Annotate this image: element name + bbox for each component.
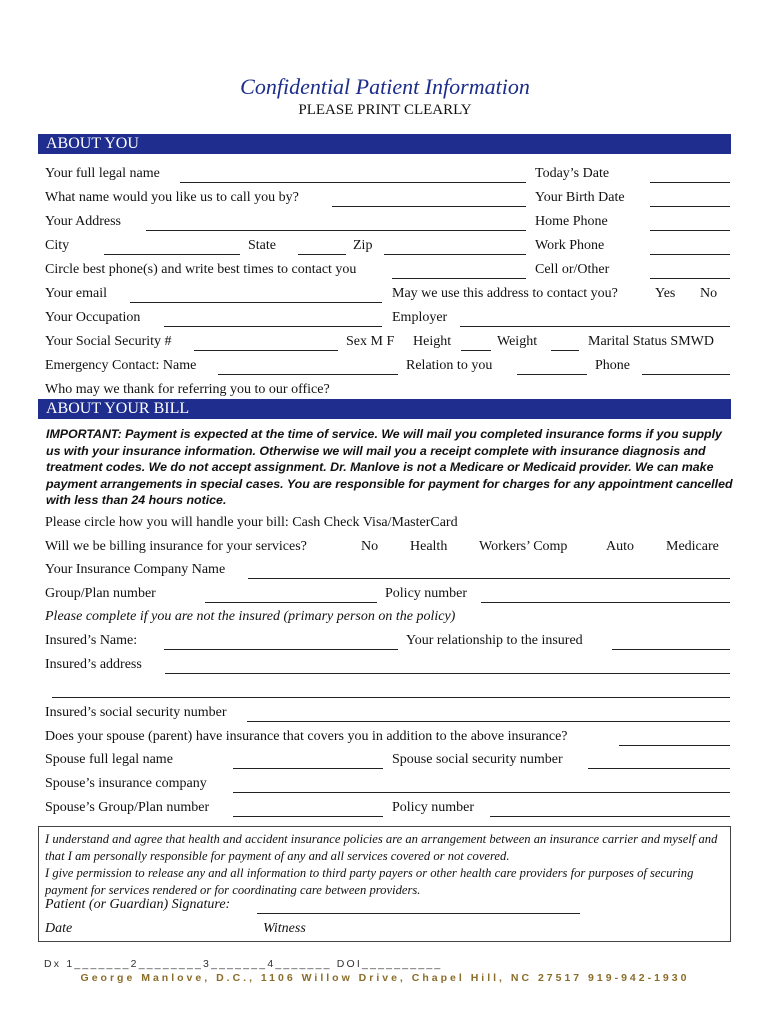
signature-label: Patient (or Guardian) Signature: xyxy=(45,897,231,912)
home-phone-field[interactable] xyxy=(650,230,730,231)
form-title: Confidential Patient Information xyxy=(240,74,530,99)
referral-label: Who may we thank for referring you to our office? xyxy=(45,382,330,397)
city-field[interactable] xyxy=(104,254,240,255)
address-field[interactable] xyxy=(146,230,526,231)
diagnosis-codes-line: Dx 1_______2________3_______4_______ DOI__________ xyxy=(44,958,443,970)
cell-other-label: Cell or/Other xyxy=(535,262,610,277)
insured-name-field[interactable] xyxy=(164,649,398,650)
todays-date-field[interactable] xyxy=(650,182,730,183)
state-label: State xyxy=(248,238,276,253)
relation-field[interactable] xyxy=(517,374,587,375)
zip-field[interactable] xyxy=(384,254,526,255)
best-time-field[interactable] xyxy=(392,278,526,279)
call-name-label: What name would you like us to call you by? xyxy=(45,190,299,205)
weight-field[interactable] xyxy=(551,350,579,351)
email-no-option[interactable]: No xyxy=(700,286,718,301)
email-yes-option[interactable]: Yes xyxy=(655,286,676,301)
payment-method-label[interactable]: Please circle how you will handle your bill: Cash Check Visa/MasterCard xyxy=(45,515,458,530)
insured-relationship-label: Your relationship to the insured xyxy=(406,633,583,648)
insurance-company-label: Your Insurance Company Name xyxy=(45,562,226,577)
email-label: Your email xyxy=(45,286,107,301)
address-label: Your Address xyxy=(45,214,121,229)
witness-label: Witness xyxy=(263,921,306,936)
form-subtitle: PLEASE PRINT CLEARLY xyxy=(298,102,472,118)
insured-address-field[interactable] xyxy=(165,673,730,674)
insured-ssn-field[interactable] xyxy=(247,721,730,722)
emergency-phone-field[interactable] xyxy=(642,374,730,375)
insurance-option-medicare[interactable]: Medicare xyxy=(666,539,719,554)
important-notice: IMPORTANT: Payment is expected at the time of service. We will mail you completed insurance forms if you supply us with your insurance information. Otherwise we will mail you a receipt complete with insurance diagnosis and treatment codes. We do not accept assignment. Dr. Manlove is not a Medicare or Medicaid provider. We can make payment arrangements in special cases. You are responsible for payment for charges for any appointment cancelled with less than 24 hours notice. xyxy=(46,427,733,508)
spouse-insurance-label: Does your spouse (parent) have insurance that covers you in addition to the above insurance? xyxy=(45,729,568,744)
insured-address-field-2[interactable] xyxy=(52,697,730,698)
group-plan-field[interactable] xyxy=(205,602,377,603)
relation-label: Relation to you xyxy=(406,358,493,373)
spouse-ssn-label: Spouse social security number xyxy=(392,752,563,767)
work-phone-label: Work Phone xyxy=(535,238,605,253)
home-phone-label: Home Phone xyxy=(535,214,608,229)
employer-field[interactable] xyxy=(460,326,730,327)
spouse-name-field[interactable] xyxy=(233,768,383,769)
state-field[interactable] xyxy=(298,254,346,255)
ssn-label: Your Social Security # xyxy=(45,334,172,349)
weight-label: Weight xyxy=(497,334,538,349)
work-phone-field[interactable] xyxy=(650,254,730,255)
employer-label: Employer xyxy=(392,310,448,325)
policy-number-label: Policy number xyxy=(385,586,468,601)
city-label: City xyxy=(45,238,70,253)
insurance-option-no[interactable]: No xyxy=(361,539,379,554)
spouse-group-field[interactable] xyxy=(233,816,383,817)
occupation-label: Your Occupation xyxy=(45,310,141,325)
todays-date-label: Today’s Date xyxy=(535,166,610,181)
signature-field[interactable] xyxy=(257,913,580,914)
spouse-company-field[interactable] xyxy=(233,792,730,793)
spouse-company-label: Spouse’s insurance company xyxy=(45,776,207,791)
emergency-contact-label: Emergency Contact: Name xyxy=(45,358,197,373)
spouse-insurance-field[interactable] xyxy=(619,745,730,746)
insured-address-label: Insured’s address xyxy=(45,657,142,672)
date-label: Date xyxy=(45,921,73,936)
cell-other-field[interactable] xyxy=(650,278,730,279)
spouse-policy-label: Policy number xyxy=(392,800,475,815)
spouse-group-label: Spouse’s Group/Plan number xyxy=(45,800,210,815)
insurance-company-field[interactable] xyxy=(248,578,730,579)
birth-date-label: Your Birth Date xyxy=(535,190,625,205)
insurance-option-workers-comp[interactable]: Workers’ Comp xyxy=(479,539,568,554)
height-field[interactable] xyxy=(461,350,491,351)
insured-relationship-field[interactable] xyxy=(612,649,730,650)
policy-number-field[interactable] xyxy=(481,602,730,603)
emergency-name-field[interactable] xyxy=(218,374,398,375)
best-phone-label: Circle best phone(s) and write best times to contact you xyxy=(45,262,357,277)
insurance-option-auto[interactable]: Auto xyxy=(606,539,634,554)
consent-text-2: I give permission to release any and all information to third party payers or other health care providers for purposes of securing payment for services rendered or for coordinating care between providers. xyxy=(45,866,694,897)
height-label: Height xyxy=(413,334,452,349)
ssn-field[interactable] xyxy=(194,350,338,351)
email-contact-label: May we use this address to contact you? xyxy=(392,286,618,301)
spouse-name-label: Spouse full legal name xyxy=(45,752,173,767)
sex-label[interactable]: Sex M F xyxy=(346,334,395,349)
spouse-ssn-field[interactable] xyxy=(588,768,730,769)
full-name-field[interactable] xyxy=(180,182,526,183)
about-you-heading: ABOUT YOU xyxy=(38,134,731,154)
full-name-label: Your full legal name xyxy=(45,166,160,181)
insured-ssn-label: Insured’s social security number xyxy=(45,705,227,720)
occupation-field[interactable] xyxy=(164,326,382,327)
email-field[interactable] xyxy=(130,302,382,303)
consent-text-1: I understand and agree that health and accident insurance policies are an arrangement between an insurance carrier and myself and that I am personally responsible for payment of any and all services covered or not covered. xyxy=(45,832,718,863)
not-insured-note: Please complete if you are not the insured (primary person on the policy) xyxy=(45,609,456,624)
billing-insurance-label: Will we be billing insurance for your services? xyxy=(45,539,307,554)
call-name-field[interactable] xyxy=(332,206,526,207)
insurance-option-health[interactable]: Health xyxy=(410,539,448,554)
consent-box xyxy=(38,826,731,942)
office-address: George Manlove, D.C., 1106 Willow Drive, Chapel Hill, NC 27517 919-942-1930 xyxy=(80,972,690,984)
group-plan-label: Group/Plan number xyxy=(45,586,156,601)
spouse-policy-field[interactable] xyxy=(490,816,730,817)
emergency-phone-label: Phone xyxy=(595,358,630,373)
about-bill-heading: ABOUT YOUR BILL xyxy=(38,399,731,419)
insured-name-label: Insured’s Name: xyxy=(45,633,138,648)
zip-label: Zip xyxy=(353,238,373,253)
marital-status-label[interactable]: Marital Status SMWD xyxy=(588,334,714,349)
birth-date-field[interactable] xyxy=(650,206,730,207)
